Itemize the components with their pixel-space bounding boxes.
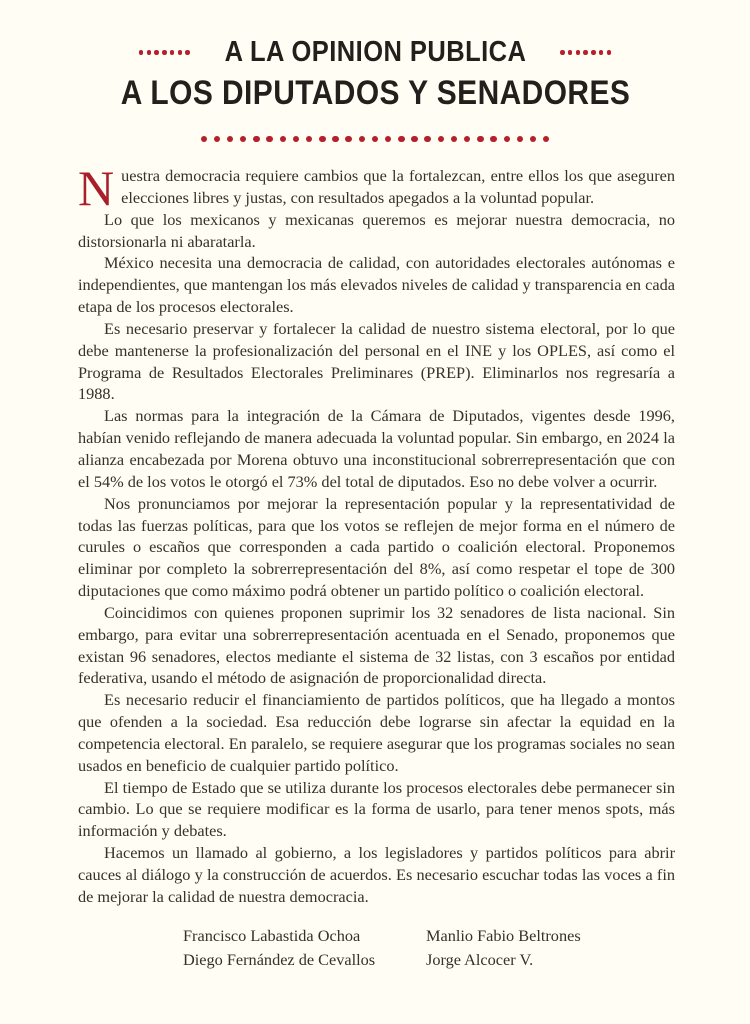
dot (591, 50, 595, 54)
paragraph: Hacemos un llamado al gobierno, a los legisladores y partidos políticos para abrir cauces al diálogo y la construcción de acuerdos. Es necesario escuchar todas las voces a fin de mejorar la calidad de nuestra democracia. (78, 843, 675, 906)
dot (464, 136, 470, 142)
dot (332, 136, 338, 142)
paragraph: Lo que los mexicanos y mexicanas queremos es mejorar nuestra democracia, no distorsionarla ni abaratarla. (78, 209, 675, 251)
dot (451, 136, 457, 142)
signature-column-right (426, 924, 581, 971)
dot (504, 136, 510, 142)
dot (201, 136, 207, 142)
paragraph: Las normas para la integración de la Cámara de Diputados, vigentes desde 1996, habían venido reflejando de manera adecuada la voluntad popular. Sin embargo, en 2024 la alianza encabezada por Morena obtuvo una inconstitucional sobrerrepresentación que con el 54% de los votos le otorgó el 73% del total de diputados. Eso no debe volver a ocurrir. (78, 406, 675, 491)
signatures (183, 924, 581, 971)
dot (185, 50, 189, 54)
dot (319, 136, 325, 142)
dot (517, 136, 523, 142)
dot (266, 136, 272, 142)
dot (240, 136, 246, 142)
document-header (0, 36, 750, 142)
dot (398, 136, 404, 142)
dot (477, 136, 483, 142)
decorative-dots-left (137, 50, 191, 54)
signature-column-left (183, 924, 426, 971)
dot (139, 50, 143, 54)
dot (214, 136, 220, 142)
dot (170, 50, 174, 54)
dot (372, 136, 378, 142)
dot (568, 50, 572, 54)
paragraph: Nuestra democracia requiere cambios que la fortalezcan, entre ellos los que aseguren elecciones libres y justas, con resultados apegados a la voluntad popular. (78, 160, 675, 216)
decorative-dots-row (0, 136, 750, 142)
drop-cap: N (78, 160, 115, 216)
paragraph: Es necesario reducir el financiamiento de partidos políticos, que ha llegado a montos que ofenden a la sociedad. Esa reducción debe lograrse sin afectar la equidad en la competencia electoral. En paralelo, se requiere asegurar que los programas sociales no sean usados en beneficio de cualquier partido político. (78, 690, 675, 775)
dot (576, 50, 580, 54)
dot (543, 136, 549, 142)
title-row (0, 36, 750, 69)
title-line-2: A LOS DIPUTADOS Y SENADORES (120, 74, 630, 112)
dot (424, 136, 430, 142)
paragraph: Nos pronunciamos por mejorar la representación popular y la representatividad de todas las fuerzas políticas, para que los votos se reflejen de mejor forma en el número de curules o escaños que corresponden a cada partido o coalición electoral. Proponemos eliminar por completo la sobrerrepresentación del 8%, así como respetar el tope de 300 diputaciones que como máximo podrá obtener un partido político o coalición electoral. (78, 493, 675, 601)
signature-name: Manlio Fabio Beltrones (426, 926, 581, 945)
dot (178, 50, 182, 54)
dot (162, 50, 166, 54)
dot (253, 136, 259, 142)
body-paragraphs (78, 160, 675, 908)
dot (306, 136, 312, 142)
dot (490, 136, 496, 142)
paragraph: México necesita una democracia de calidad, con autoridades electorales autónomas e independientes, que mantengan los más elevados niveles de calidad y transparencia en cada etapa de los procesos electorales. (78, 253, 675, 317)
dot (359, 136, 365, 142)
dot (583, 50, 587, 54)
dot (599, 50, 603, 54)
dot (154, 50, 158, 54)
dot (438, 136, 444, 142)
decorative-dots-right (558, 50, 612, 54)
signature-name: Jorge Alcocer V. (426, 949, 534, 969)
dot (280, 136, 286, 142)
signature-name: Francisco Labastida Ochoa (183, 926, 361, 945)
dot (411, 136, 417, 142)
paragraph: El tiempo de Estado que se utiliza durante los procesos electorales debe permanecer sin cambio. Lo que se requiere modificar es la forma de usarlo, para tener menos spots, más información y debates. (78, 777, 675, 841)
paragraph: Es necesario preservar y fortalecer la calidad de nuestro sistema electoral, por lo que debe mantenerse la profesionalización del personal en el INE y los OPLES, así como el Programa de Resultados Electorales Preliminares (PREP). Eliminarlos nos regresaría a 1988. (78, 318, 675, 404)
paragraph: Coincidimos con quienes proponen suprimir los 32 senadores de lista nacional. Sin embargo, para evitar una sobrerrepresentación acentuada en el Senado, proponemos que existan 96 senadores, electos mediante el sistema de 32 listas, con 3 escaños por entidad federativa, usando el método de asignación de proporcionalidad directa. (78, 602, 675, 688)
dot (147, 50, 151, 54)
dot (560, 50, 564, 54)
signature-name: Diego Fernández de Cevallos (183, 949, 376, 969)
dot (293, 136, 299, 142)
dot (385, 136, 391, 142)
dot (530, 136, 536, 142)
dot (227, 136, 233, 142)
dot (607, 50, 611, 54)
title-line-1: A LA OPINION PUBLICA (224, 36, 526, 68)
dot (345, 136, 351, 142)
